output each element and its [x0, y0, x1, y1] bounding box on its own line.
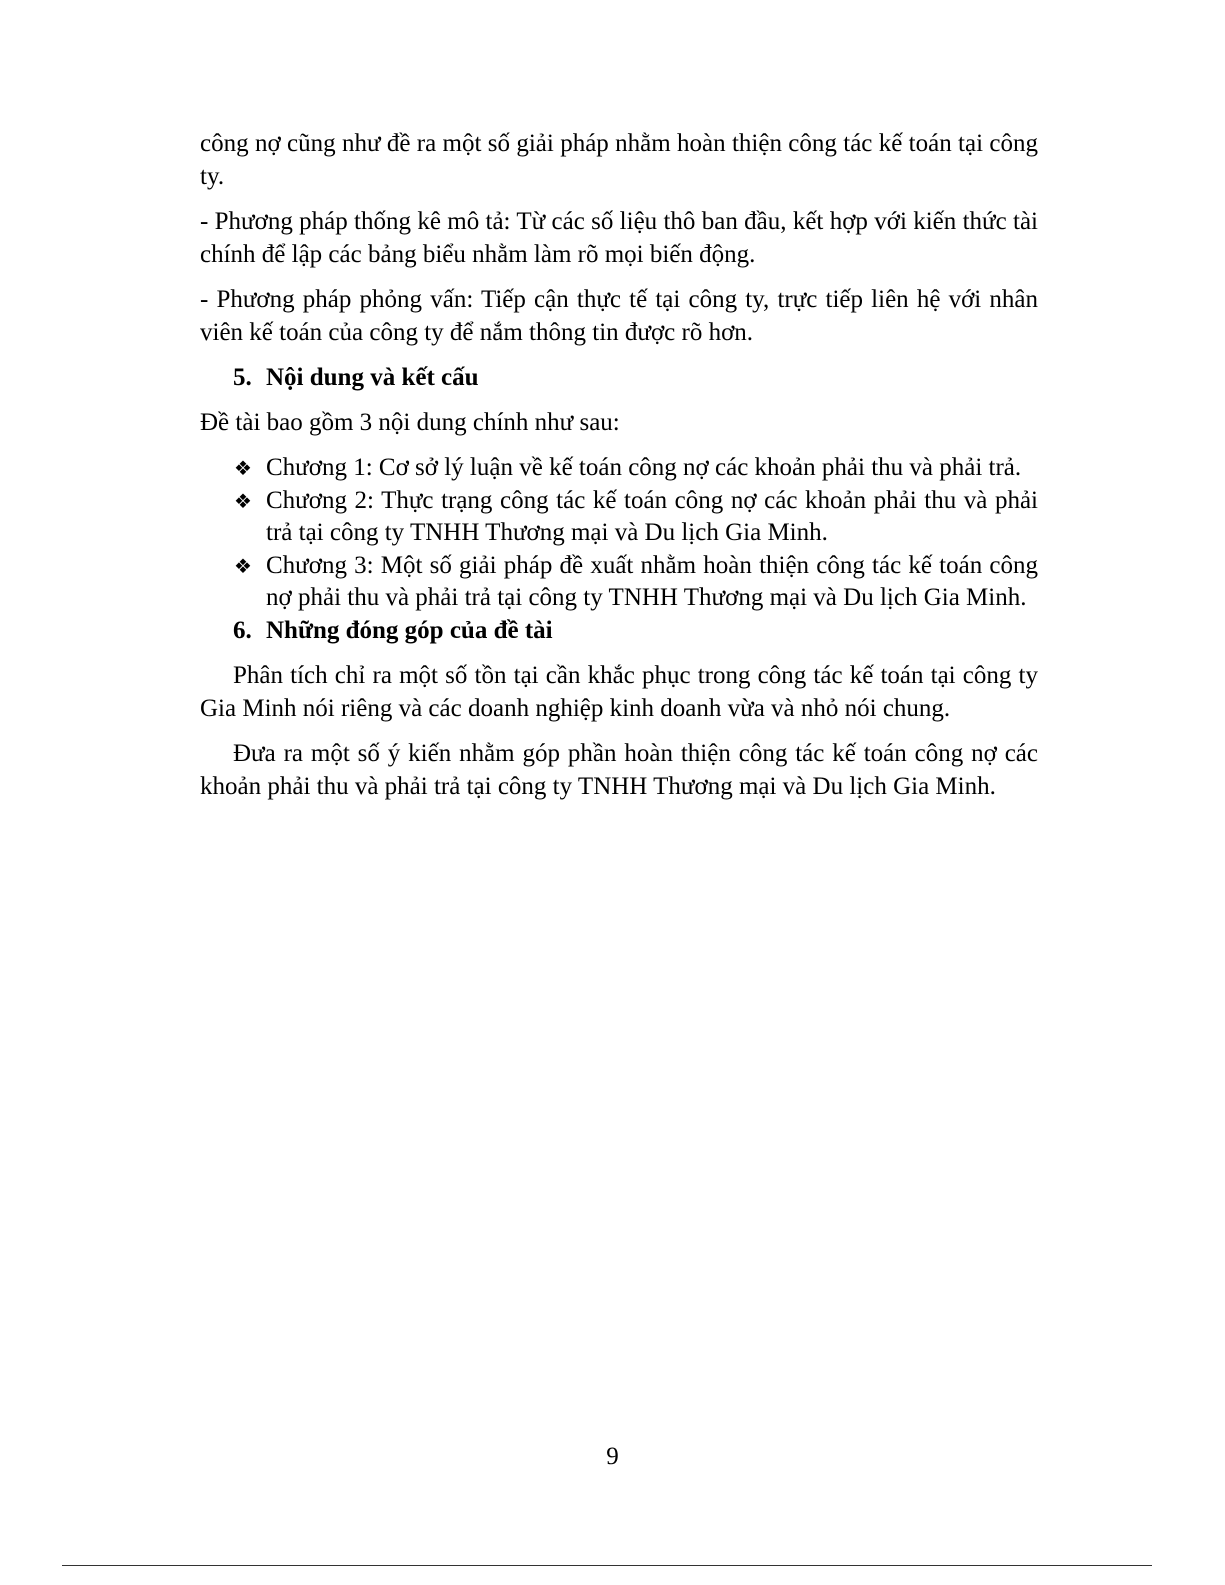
chapter-2-text: Chương 2: Thực trạng công tác kế toán công nợ các khoản phải thu và phải trả tại công ty TNHH Thương mại và Du lịch Gia Minh. — [266, 486, 1038, 546]
section-6-heading — [200, 615, 1038, 648]
paragraph-contribution-2: Đưa ra một số ý kiến nhằm góp phần hoàn thiện công tác kế toán công nợ các khoản phải thu và phải trả tại công ty TNHH Thương mại và Du lịch Gia Minh. — [200, 740, 1038, 800]
paragraph-statistical-method: - Phương pháp thống kê mô tả: Từ các số liệu thô ban đầu, kết hợp với kiến thức tài chính để lập các bảng biểu nhằm làm rõ mọi biến động. — [200, 208, 1038, 268]
diamond-bullet-icon: ❖ — [234, 456, 252, 480]
chapter-1-text: Chương 1: Cơ sở lý luận về kế toán công nợ các khoản phải thu và phải trả. — [266, 454, 1022, 481]
chapter-3-text: Chương 3: Một số giải pháp đề xuất nhằm hoàn thiện công tác kế toán công nợ phải thu và phải trả tại công ty TNHH Thương mại và Du lịch Gia Minh. — [266, 551, 1038, 611]
footer-divider — [62, 1565, 1152, 1566]
paragraph-interview-method: - Phương pháp phỏng vấn: Tiếp cận thực tế tại công ty, trực tiếp liên hệ với nhân viên kế toán của công ty để nắm thông tin được rõ hơn. — [200, 286, 1038, 346]
diamond-bullet-icon: ❖ — [234, 553, 252, 578]
diamond-bullet-icon: ❖ — [234, 488, 252, 513]
section-5-title: Nội dung và kết cấu — [266, 364, 479, 391]
page-number: 9 — [606, 1443, 619, 1470]
section-5-heading — [200, 362, 1038, 395]
section-6-number: 6. — [233, 616, 252, 644]
section-5-intro: Đề tài bao gồm 3 nội dung chính như sau: — [200, 408, 620, 436]
paragraph-continuation: công nợ cũng như đề ra một số giải pháp nhằm hoàn thiện công tác kế toán tại công ty. — [200, 130, 1038, 190]
paragraph-contribution-1: Phân tích chỉ ra một số tồn tại cần khắc phục trong công tác kế toán tại công ty Gia Minh nói riêng và các doanh nghiệp kinh doanh vừa và nhỏ nói chung. — [200, 662, 1038, 722]
list-item — [234, 452, 1038, 485]
page-body — [200, 128, 1038, 816]
list-item — [234, 485, 1038, 550]
section-5-number: 5. — [233, 364, 252, 391]
chapter-list — [234, 452, 1038, 615]
list-item — [234, 550, 1038, 615]
section-6-title: Những đóng góp của đề tài — [266, 616, 553, 644]
